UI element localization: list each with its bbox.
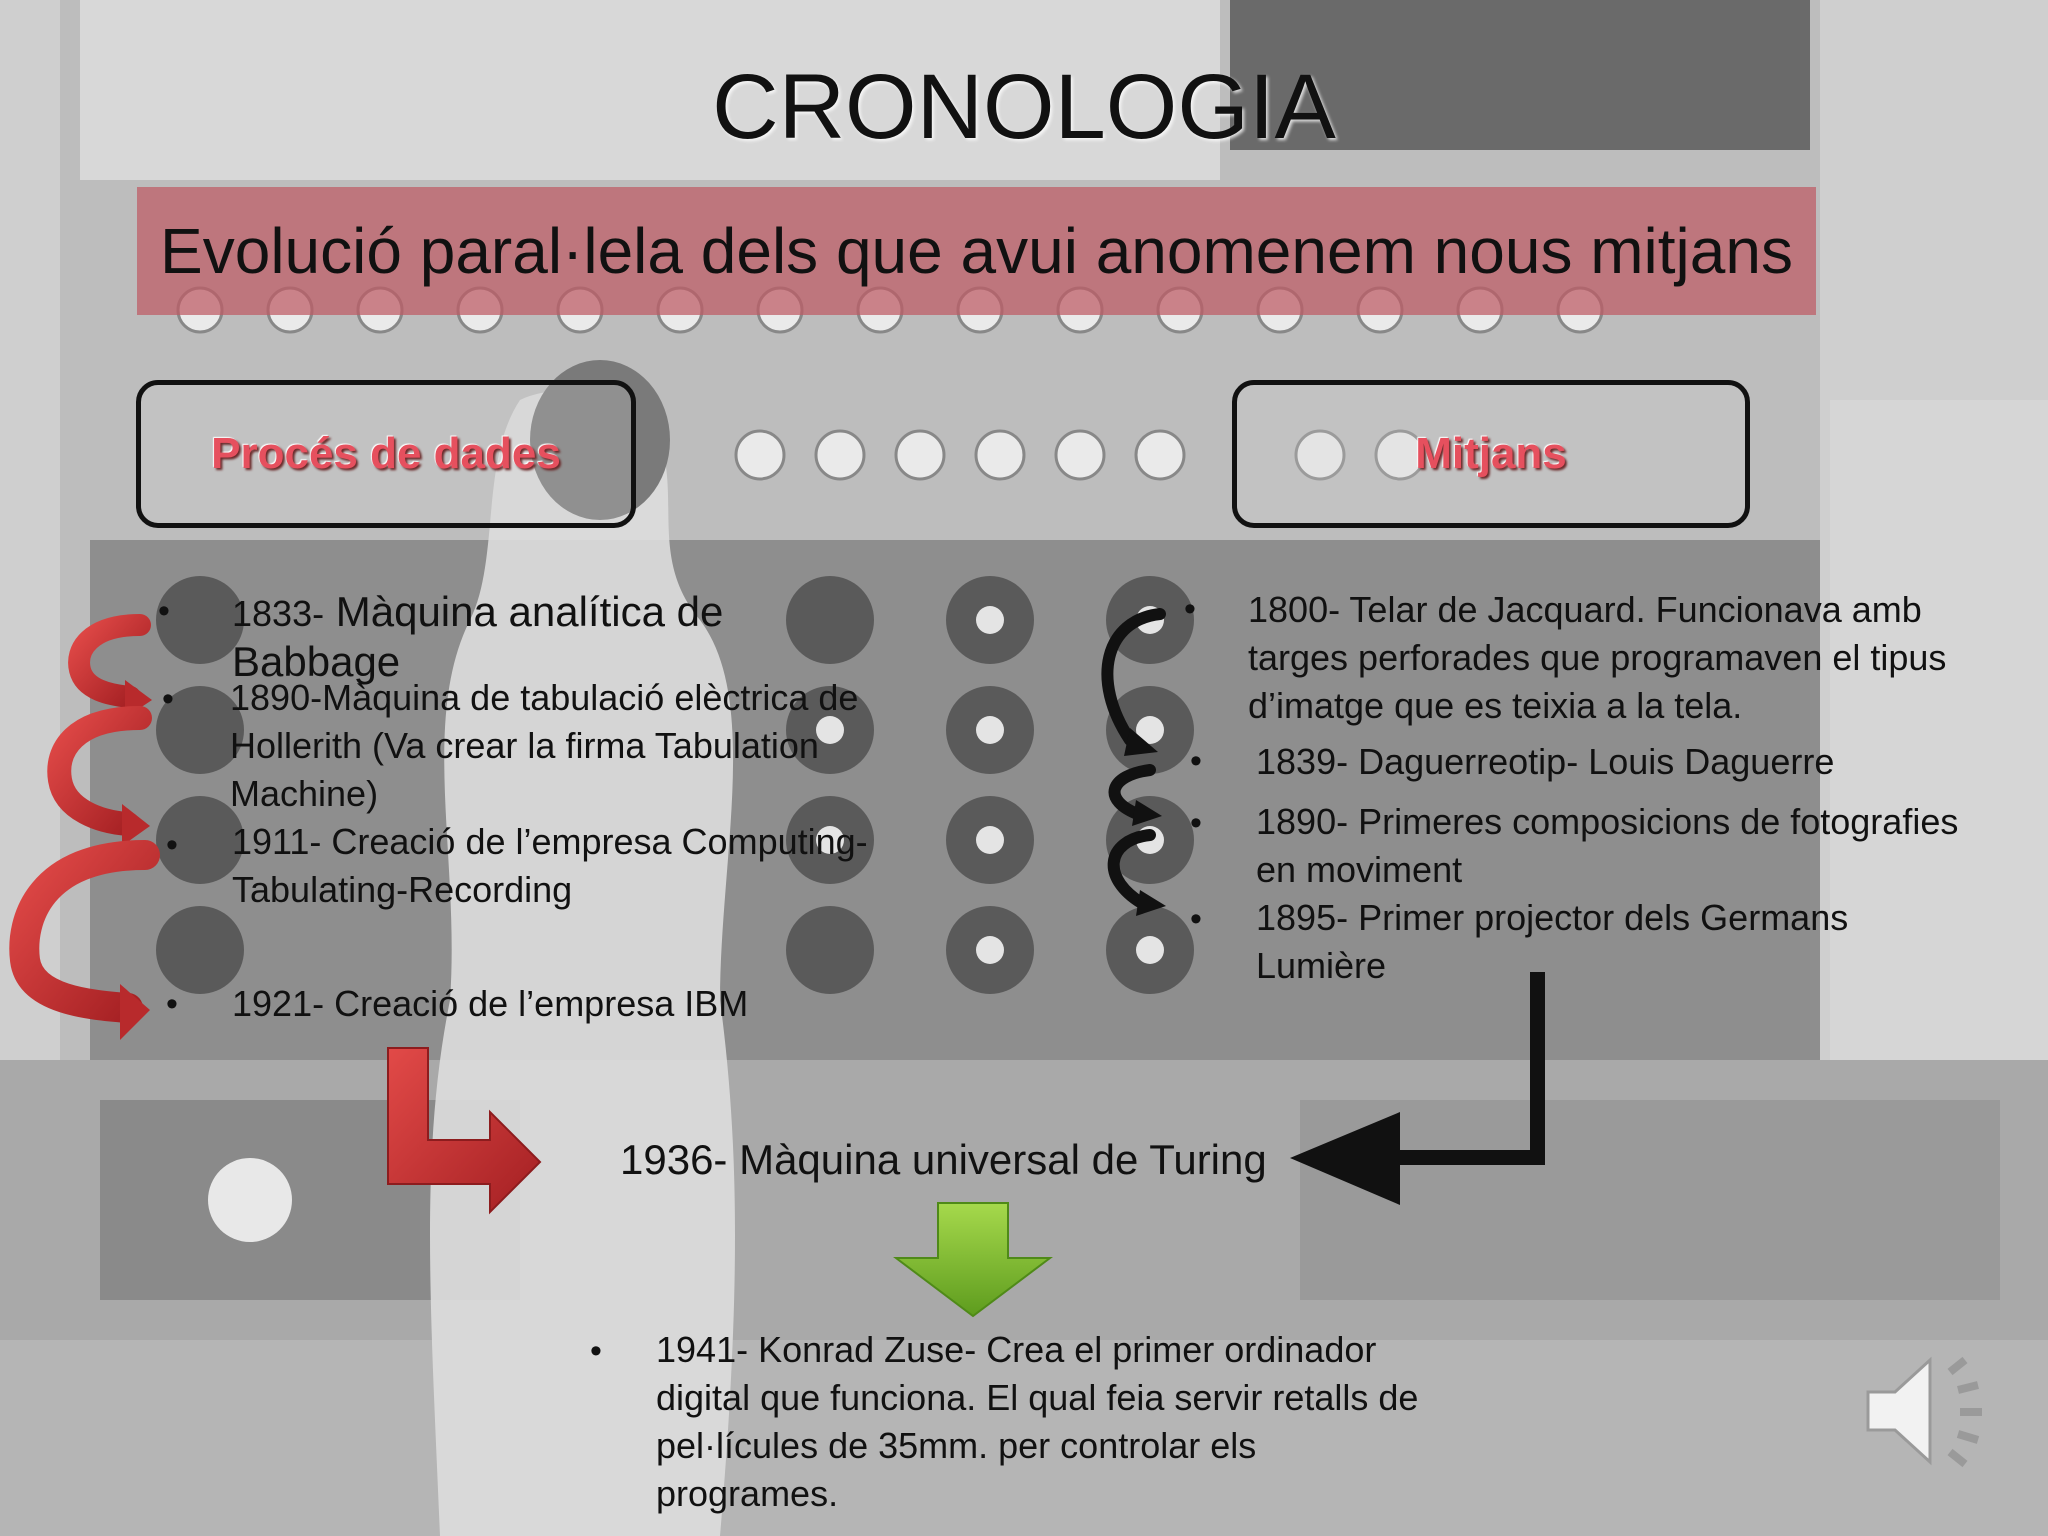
media-header: Mitjans [1415, 429, 1567, 478]
page-title: CRONOLOGIA [712, 56, 1336, 158]
left-item-3: 1911- Creació de l’empresa Computing-Tabulating-Recording [232, 821, 868, 910]
green-down-arrow [896, 1203, 1050, 1316]
right-item-2: 1839- Daguerreotip- Louis Daguerre [1256, 741, 1835, 782]
left-item-1-text: Màquina analítica de Babbage [232, 588, 724, 685]
right-item-1: 1800- Telar de Jacquard. Funcionava amb targes perforades que programaven el tipus d’imatge que es teixia a la tela. [1248, 589, 1947, 726]
right-bullet-4: • [1190, 900, 1202, 938]
right-bullet-3: • [1190, 804, 1202, 842]
subtitle-text: Evolució paral·lela dels que avui anomenem nous mitjans [160, 215, 1793, 287]
left-item-4: 1921- Creació de l’empresa IBM [232, 983, 749, 1024]
red-curved-arrow-3 [24, 855, 150, 1040]
black-curved-arrow-1 [1107, 614, 1160, 905]
speaker-icon[interactable] [1868, 1360, 1982, 1464]
right-bullet-2: • [1190, 742, 1202, 780]
convergence-text: 1936- Màquina universal de Turing [620, 1136, 1267, 1183]
data-processing-header: Procés de dades [211, 429, 561, 478]
left-bullet-3: • [166, 826, 178, 864]
red-l-arrow [388, 1048, 540, 1212]
left-bullet-4: • [166, 985, 178, 1023]
right-item-4: 1895- Primer projector dels Germans Lumière [1256, 897, 1849, 986]
black-l-arrow [1290, 972, 1545, 1205]
left-item-1 [232, 588, 892, 688]
red-curved-arrow-1 [79, 625, 152, 718]
final-item: 1941- Konrad Zuse- Crea el primer ordinador digital que funciona. El qual feia servir retalls de pel·lícules de 35mm. per controlar els programes. [656, 1329, 1419, 1514]
left-bullet-2: • [162, 680, 174, 718]
right-bullet-1: • [1184, 590, 1196, 628]
final-bullet: • [590, 1332, 602, 1370]
left-item-2: 1890-Màquina de tabulació elèctrica de Hollerith (Va crear la firma Tabulation Machine) [230, 677, 859, 814]
left-item-1-year: 1833- [232, 593, 325, 634]
right-item-3: 1890- Primeres composicions de fotografies en moviment [1256, 801, 1959, 890]
left-bullet-1: • [158, 592, 170, 630]
red-curved-arrow-2 [59, 718, 150, 846]
